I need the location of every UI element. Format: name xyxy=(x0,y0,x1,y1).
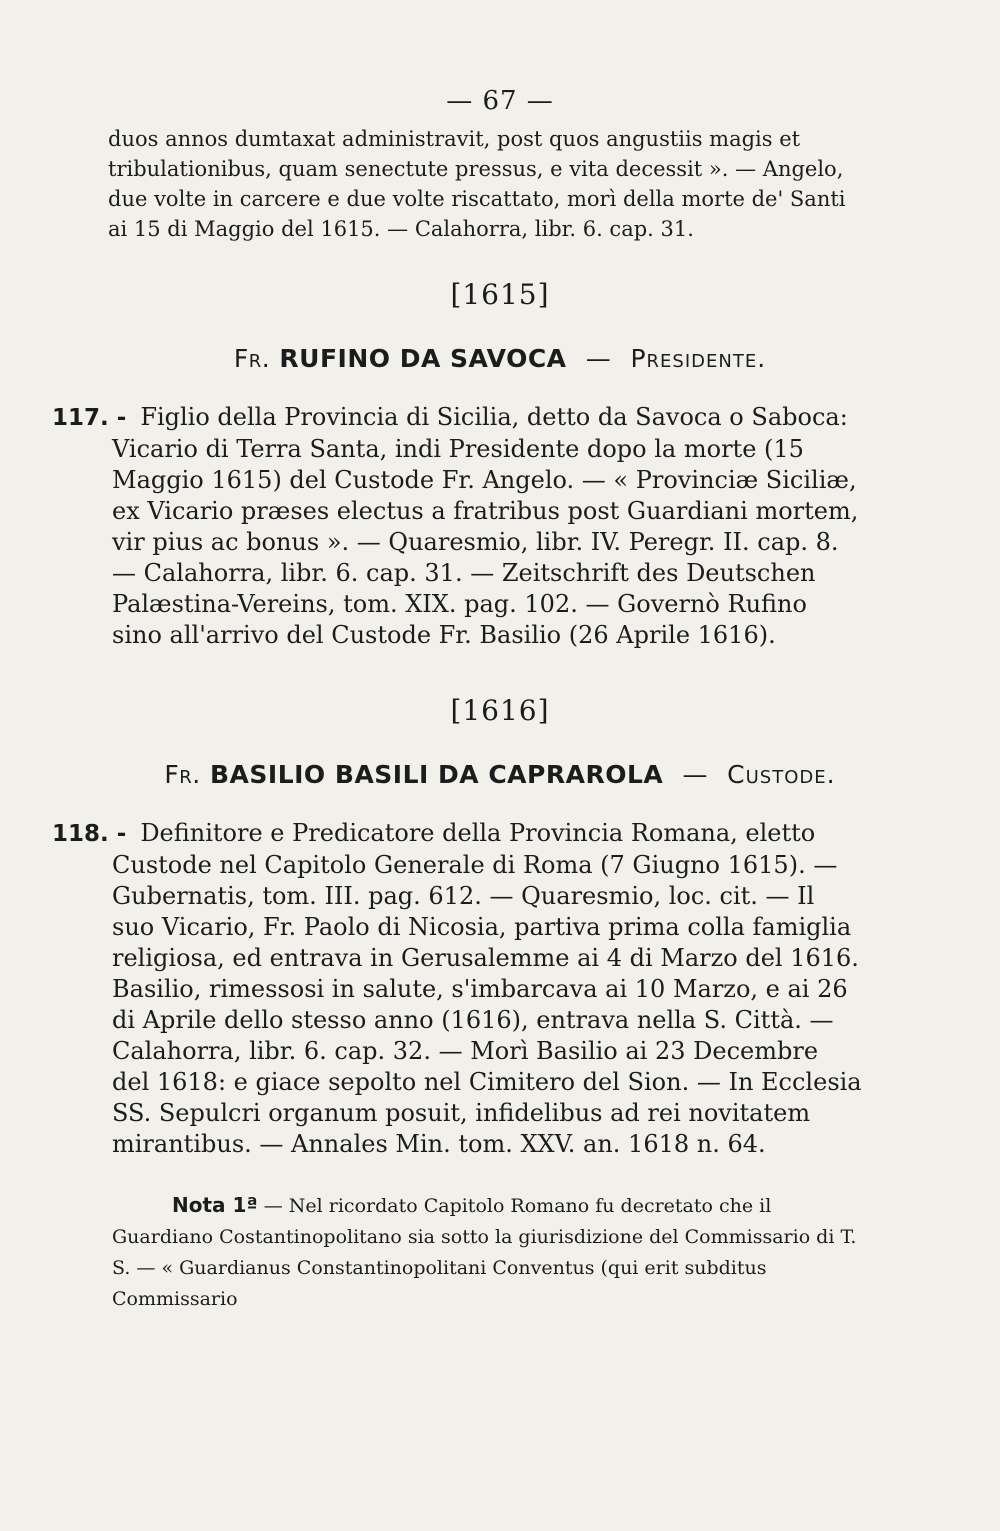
footnote-text: — Nel ricordato Capitolo Romano fu decretato che il Guardiano Costantinopolitano sia sotto la giurisdizione del Commissario di T. S. — « Guardianus Constantinopolitani Conventus (qui erit subditus Commissario xyxy=(112,1195,857,1310)
footnote-label: Nota 1ª xyxy=(172,1193,258,1217)
heading-prefix: Fr. xyxy=(233,344,271,373)
entry-text: Definitore e Predicatore della Provincia Romana, eletto Custode nel Capitolo Generale di Roma (7 Giugno 1615). — Gubernatis, tom. III. pag. 612. — Quaresmio, loc. cit. — Il suo Vicario, Fr. Paolo di Nicosia, partiva prima colla famiglia religiosa, ed entrava in Gerusalemme ai 4 di Marzo del 1616. Basilio, rimessosi in salute, s'imbarcava ai 10 Marzo, e ai 26 di Aprile dello stesso anno (1616), entrava nella S. Città. — Calahorra, libr. 6. cap. 32. — Morì Basilio ai 23 Decembre del 1618: e giace sepolto nel Cimitero del Sion. — In Ecclesia SS. Sepulcri organum posuit, infidelibus ad rei novitatem mirantibus. — Annales Min. tom. XXV. an. 1618 n. 64. xyxy=(112,819,862,1158)
heading-name: BASILIO BASILI DA CAPRAROLA xyxy=(209,760,664,789)
heading-prefix: Fr. xyxy=(164,760,201,789)
page-number: — 67 — xyxy=(446,86,554,116)
section-heading xyxy=(0,760,1000,789)
entry-paragraph xyxy=(52,818,862,1160)
section-year: [1615] xyxy=(450,278,550,311)
heading-name: RUFINO DA SAVOCA xyxy=(279,344,567,373)
entry-paragraph xyxy=(52,402,862,651)
entry-number: 118. - xyxy=(52,821,127,847)
entry-number: 117. - xyxy=(52,405,127,431)
heading-role: Presidente. xyxy=(630,344,767,373)
continuation-paragraph: duos annos dumtaxat administravit, post quos angustiis magis et tribulationibus, quam senectute pressus, e vita decessit ». — Angelo, due volte in carcere e due volte riscattato, morì della morte de' Santi ai 15 di Maggio del 1615. — Calahorra, libr. 6. cap. 31. xyxy=(108,127,846,241)
heading-role: Custode. xyxy=(727,760,836,789)
entry-text: Figlio della Provincia di Sicilia, detto da Savoca o Saboca: Vicario di Terra Santa, indi Presidente dopo la morte (15 Maggio 1615) del Custode Fr. Angelo. — « Provinciæ Siciliæ, ex Vicario præses electus a fratribus post Guardiani mortem, vir pius ac bonus ». — Quaresmio, libr. IV. Peregr. II. cap. 8. — Calahorra, libr. 6. cap. 31. — Zeitschrift des Deutschen Palæstina-Vereins, tom. XIX. pag. 102. — Governò Rufino sino all'arrivo del Custode Fr. Basilio (26 Aprile 1616). xyxy=(112,403,859,649)
heading-dash: — xyxy=(585,344,612,373)
footnote xyxy=(112,1190,872,1315)
section-heading xyxy=(0,344,1000,373)
heading-dash: — xyxy=(682,760,708,789)
section-year: [1616] xyxy=(450,694,550,727)
